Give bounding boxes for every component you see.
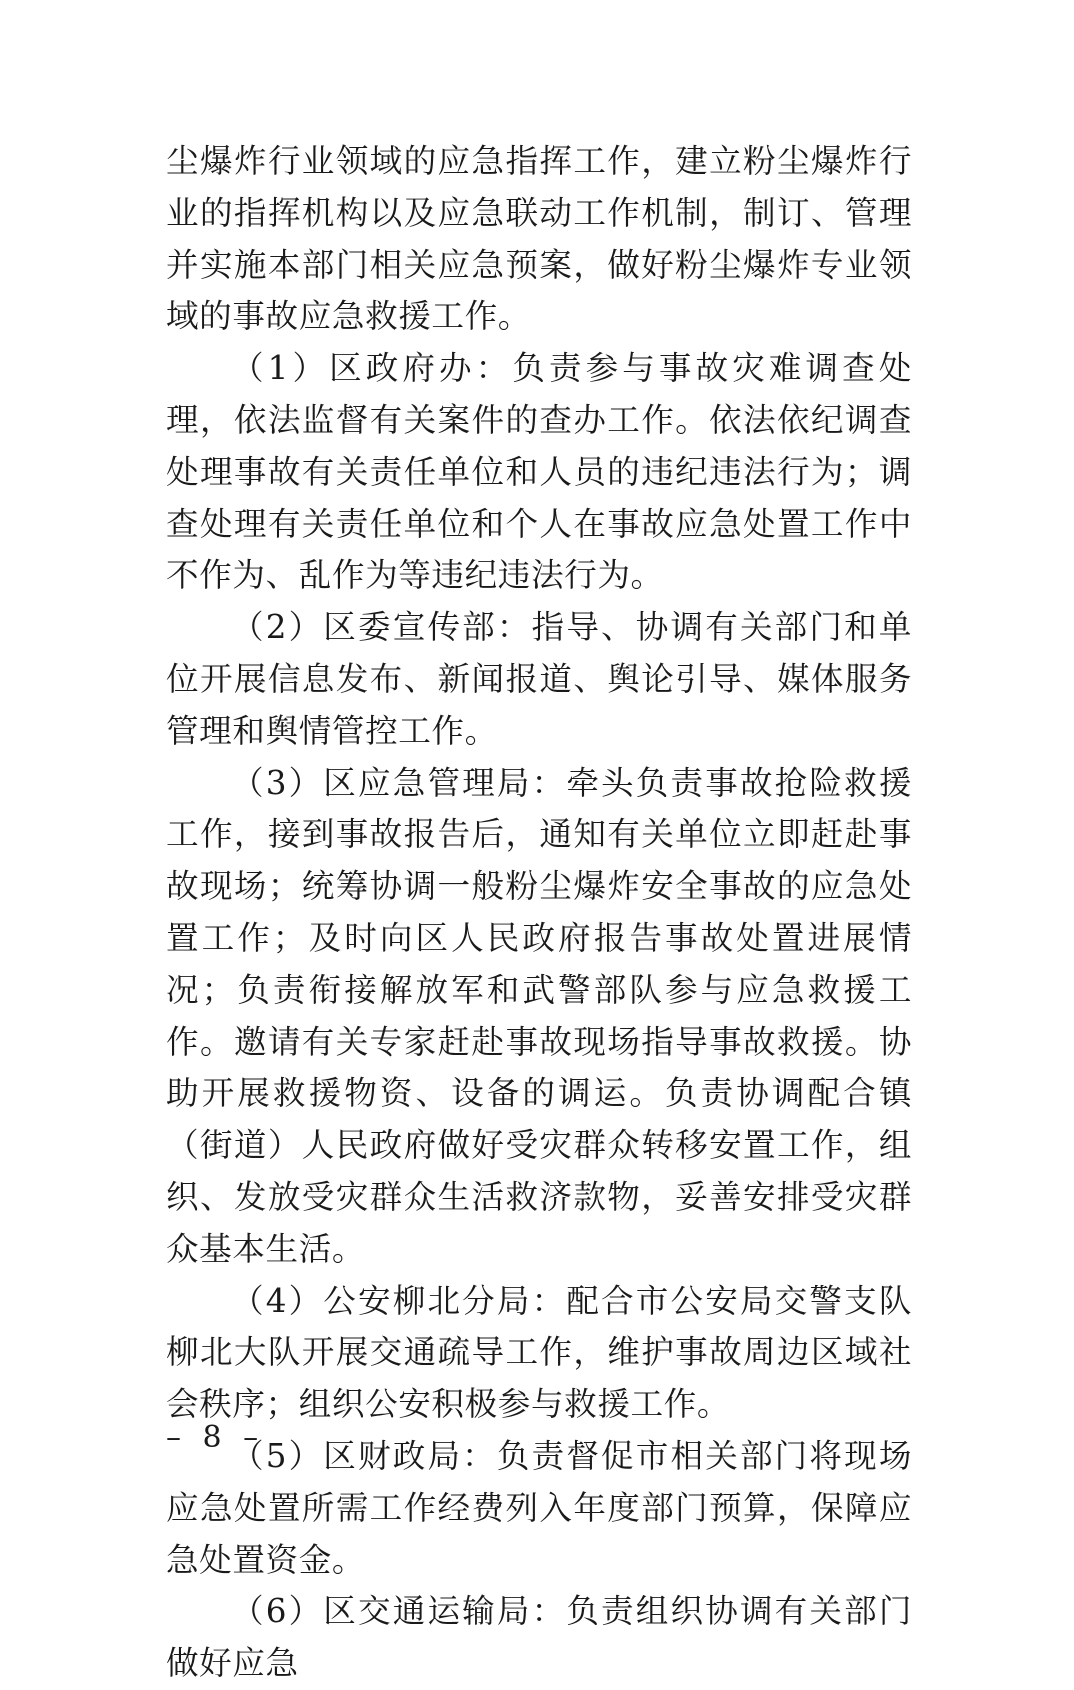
paragraph-continuation: 尘爆炸行业领域的应急指挥工作，建立粉尘爆炸行业的指挥机构以及应急联动工作机制，制订、管理并实施本部门相关应急预案，做好粉尘爆炸专业领域的事故应急救援工作。	[166, 142, 912, 336]
paragraph-finance-bureau: （5）区财政局：负责督促市相关部门将现场应急处置所需工作经费列入年度部门预算，保障应急处置资金。	[166, 1436, 912, 1579]
document-body	[166, 136, 912, 1690]
paragraph-public-security-branch: （4）公安柳北分局：配合市公安局交警支队柳北大队开展交通疏导工作，维护事故周边区域社会秩序；组织公安积极参与救援工作。	[166, 1281, 912, 1424]
paragraph-district-government-office: （1）区政府办：负责参与事故灾难调查处理，依法监督有关案件的查办工作。依法依纪调查处理事故有关责任单位和人员的违纪违法行为；调查处理有关责任单位和个人在事故应急处置工作中不作为、乱作为等违纪违法行为。	[166, 349, 912, 595]
page-number: – 8 –	[166, 1420, 265, 1455]
paragraph-emergency-management-bureau: （3）区应急管理局：牵头负责事故抢险救援工作，接到事故报告后，通知有关单位立即赶赴事故现场；统筹协调一般粉尘爆炸安全事故的应急处置工作；及时向区人民政府报告事故处置进展情况；负责衔接解放军和武警部队参与应急救援工作。邀请有关专家赶赴事故现场指导事故救援。协助开展救援物资、设备的调运。负责协调配合镇（街道）人民政府做好受灾群众转移安置工作，组织、发放受灾群众生活救济款物，妥善安排受灾群众基本生活。	[166, 763, 912, 1268]
paragraph-publicity-department: （2）区委宣传部：指导、协调有关部门和单位开展信息发布、新闻报道、舆论引导、媒体服务管理和舆情管控工作。	[166, 608, 912, 750]
paragraph-transport-bureau: （6）区交通运输局：负责组织协调有关部门做好应急	[166, 1592, 912, 1683]
